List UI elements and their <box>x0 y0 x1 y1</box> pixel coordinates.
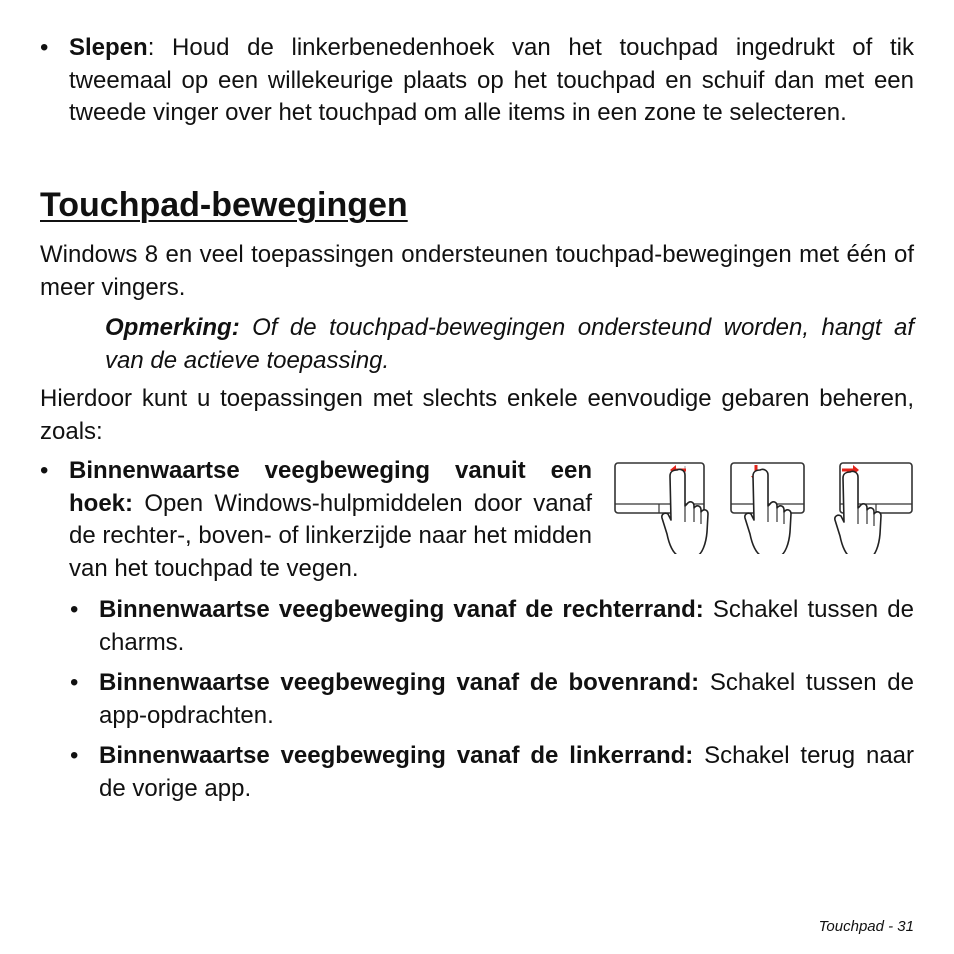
bullet-dot: • <box>70 742 79 769</box>
subitem-text: Schakel tussen de app-opdrachten. <box>99 669 914 729</box>
note-label: Opmerking: <box>105 314 240 341</box>
subitem-term: Binnenwaartse veegbeweging vanaf de rechterrand: <box>99 596 704 623</box>
page-footer: Touchpad - 31 <box>818 918 914 935</box>
gesture-illustrations <box>614 462 914 554</box>
subitem-term: Binnenwaartse veegbeweging vanaf de bovenrand: <box>99 669 700 696</box>
swipe-left-edge-icon <box>835 463 912 554</box>
bullet-dot: • <box>40 34 49 61</box>
subitem-text: Schakel terug naar de vorige app. <box>99 742 915 802</box>
bullet-dot: • <box>70 669 79 696</box>
subitem-top-edge <box>99 667 914 732</box>
note-text: Of de touchpad-bewegingen ondersteund worden, hangt af van de actieve toepassing. <box>105 314 914 374</box>
subitem-term: Binnenwaartse veegbeweging vanaf de linkerrand: <box>99 742 694 769</box>
subitem-text: Schakel tussen de charms. <box>99 596 914 656</box>
subitem-right-edge <box>99 594 914 659</box>
slepen-text: : Houd de linkerbenedenhoek van het touchpad ingedrukt of tik tweemaal op een willekeurige plaats op het touchpad en schuif dan met een tweede vinger over het touchpad om alle items in een zone te selecteren. <box>69 34 914 126</box>
bullet-dot: • <box>40 457 49 484</box>
corner-term: Binnenwaartse veegbeweging vanuit een hoek: <box>69 457 592 517</box>
swipe-right-edge-icon <box>615 463 708 554</box>
corner-text: Open Windows-hulpmiddelen door vanaf de rechter-, boven- of linkerzijde naar het midden van het touchpad te vegen. <box>69 489 592 582</box>
swipe-top-edge-icon <box>731 463 804 554</box>
slepen-term: Slepen <box>69 34 148 61</box>
corner-paragraph <box>69 455 592 585</box>
bullet-dot: • <box>70 596 79 623</box>
hierdoor-paragraph: Hierdoor kunt u toepassingen met slechts enkele eenvoudige gebaren beheren, zoals: <box>40 385 914 445</box>
subitem-left-edge <box>99 740 914 805</box>
slepen-paragraph <box>69 32 914 130</box>
intro-paragraph: Windows 8 en veel toepassingen ondersteunen touchpad-bewegingen met één of meer vingers. <box>40 241 914 301</box>
page-heading: Touchpad-bewegingen <box>40 186 408 224</box>
note-paragraph <box>105 312 914 377</box>
